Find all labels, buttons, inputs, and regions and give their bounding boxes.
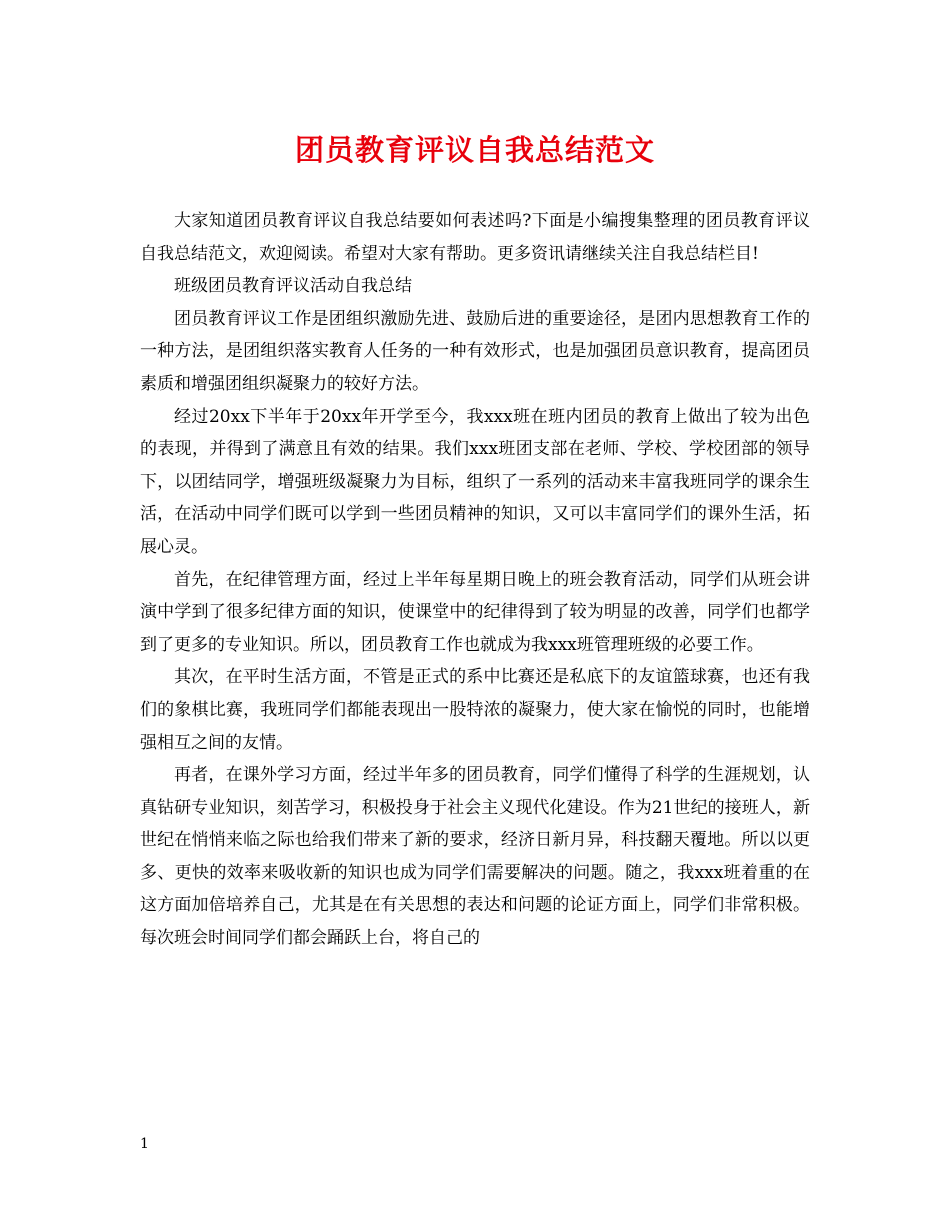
paragraph-intro: 大家知道团员教育评议自我总结要如何表述吗?下面是小编搜集整理的团员教育评议自我总结范文，欢迎阅读。希望对大家有帮助。更多资讯请继续关注自我总结栏目! [140,211,810,264]
paragraph: 团员教育评议工作是团组织激励先进、鼓励后进的重要途径，是团内思想教育工作的一种方法，是团组织落实教育人任务的一种有效形式，也是加强团员意识教育，提高团员素质和增强团组织凝聚力的较好方法。 [140,308,810,394]
paragraph: 经过20xx下半年于20xx年开学至今，我xxx班在班内团员的教育上做出了较为出色的表现，并得到了满意且有效的结果。我们xxx班团支部在老师、学校、学校团部的领导下，以团结同学，增强班级凝聚力为目标，组织了一系列的活动来丰富我班同学的课余生活，在活动中同学们既可以学到一些团员精神的知识，又可以丰富同学们的课外生活，拓展心灵。 [140,406,810,557]
document-title: 团员教育评议自我总结范文 [294,133,655,167]
paragraph: 再者，在课外学习方面，经过半年多的团员教育，同学们懂得了科学的生涯规划，认真钻研专业知识，刻苦学习，积极投身于社会主义现代化建设。作为21世纪的接班人，新世纪在悄悄来临之际也给我们带来了新的要求，经济日新月异，科技翻天覆地。所以以更多、更快的效率来吸收新的知识也成为同学们需要解决的问题。随之，我xxx班着重的在这方面加倍培养自己，尤其是在有关思想的表达和问题的论证方面上，同学们非常积极。每次班会时间同学们都会踊跃上台，将自己的 [140,765,810,949]
paragraph: 首先，在纪律管理方面，经过上半年每星期日晚上的班会教育活动，同学们从班会讲演中学到了很多纪律方面的知识，使课堂中的纪律得到了较为明显的改善，同学们也都学到了更多的专业知识。所以，团员教育工作也就成为我xxx班管理班级的必要工作。 [140,569,810,655]
page-number: 1 [140,1136,149,1152]
paragraph: 其次，在平时生活方面，不管是正式的系中比赛还是私底下的友谊篮球赛，也还有我们的象棋比赛，我班同学们都能表现出一股特浓的凝聚力，使大家在愉悦的同时，也能增强相互之间的友情。 [140,667,810,753]
section-heading: 班级团员教育评议活动自我总结 [174,276,412,297]
document-body [140,205,810,955]
